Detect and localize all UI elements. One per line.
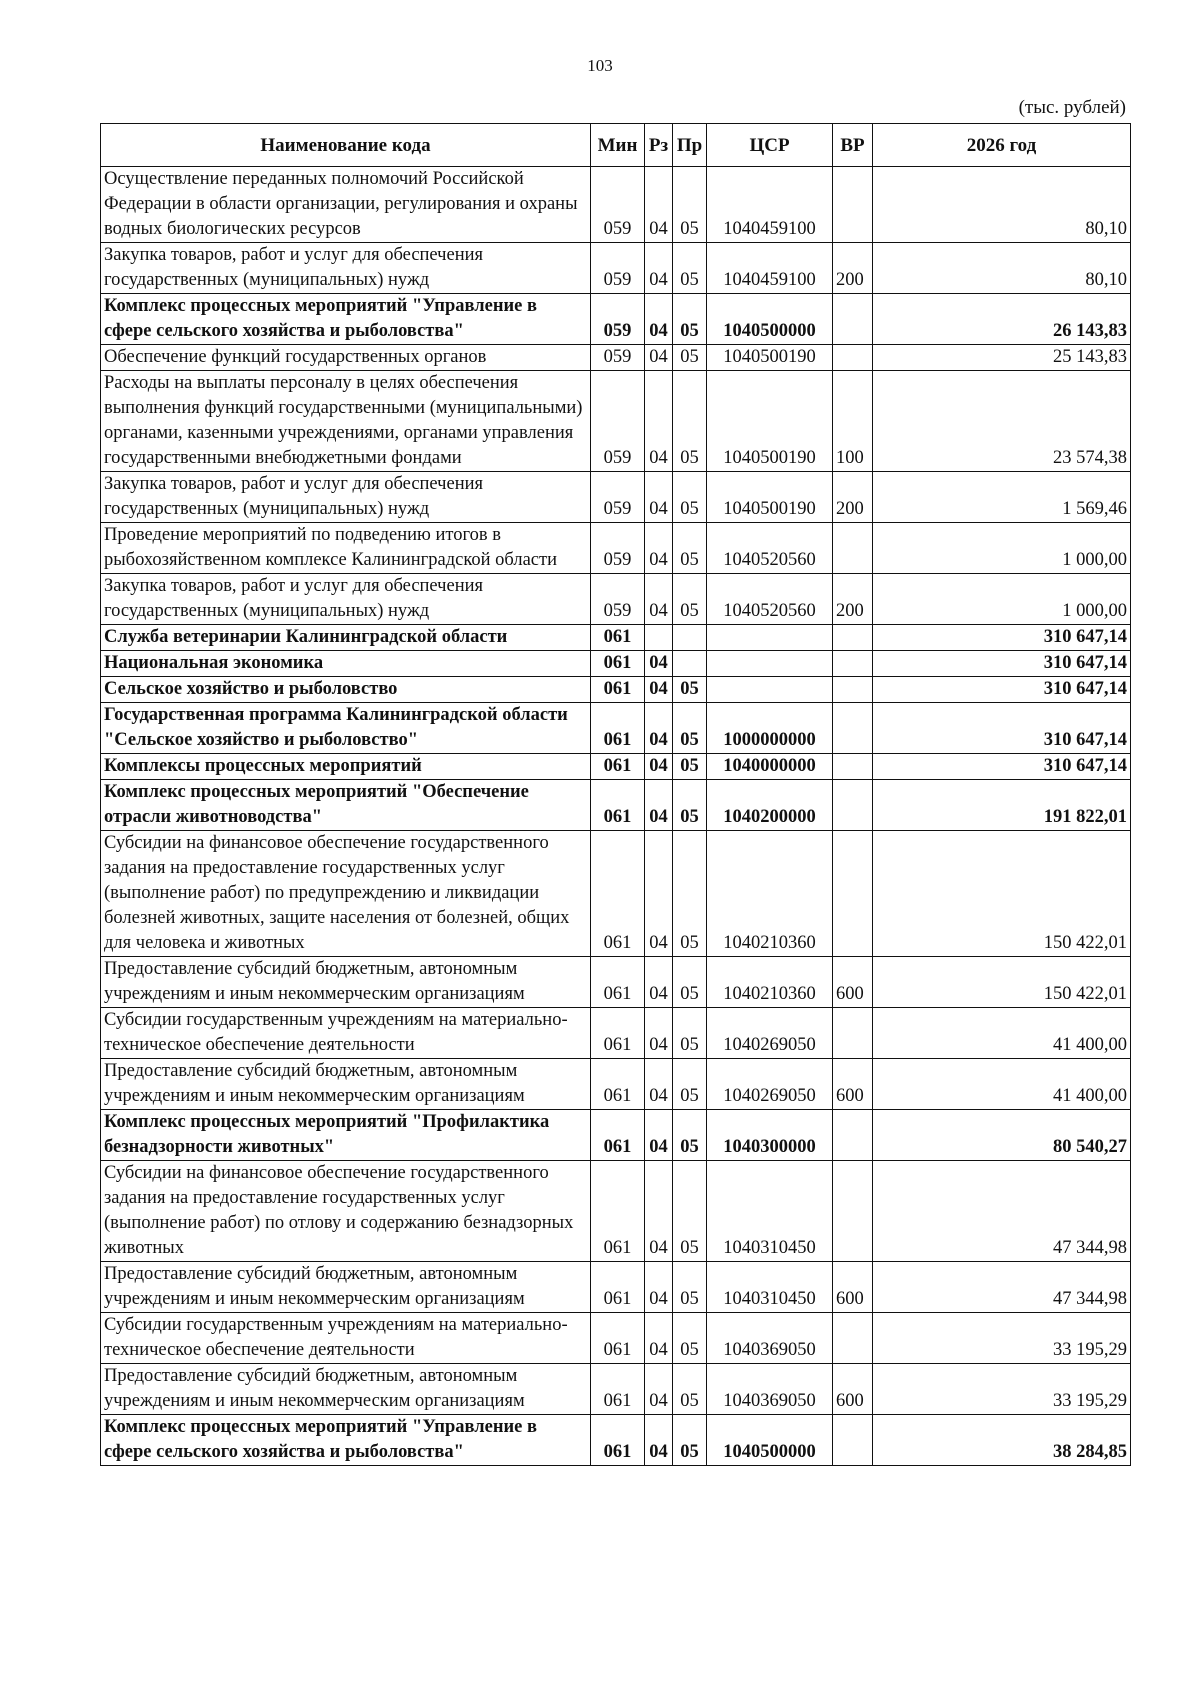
cell-pr bbox=[673, 651, 707, 677]
cell-amount: 25 143,83 bbox=[873, 345, 1131, 371]
cell-amount: 310 647,14 bbox=[873, 754, 1131, 780]
cell-pr: 05 bbox=[673, 243, 707, 294]
cell-amount: 41 400,00 bbox=[873, 1059, 1131, 1110]
cell-amount: 310 647,14 bbox=[873, 625, 1131, 651]
cell-csr: 1040500000 bbox=[707, 1415, 833, 1466]
table-row bbox=[101, 651, 1131, 677]
cell-vr: 600 bbox=[833, 957, 873, 1008]
cell-csr: 1040310450 bbox=[707, 1161, 833, 1262]
table-body bbox=[101, 167, 1131, 1466]
cell-csr: 1040369050 bbox=[707, 1313, 833, 1364]
cell-rz: 04 bbox=[645, 831, 673, 957]
cell-pr: 05 bbox=[673, 345, 707, 371]
cell-min: 061 bbox=[591, 957, 645, 1008]
cell-rz: 04 bbox=[645, 957, 673, 1008]
cell-name: Государственная программа Калининградской области "Сельское хозяйство и рыболовство" bbox=[101, 703, 591, 754]
cell-csr: 1040500000 bbox=[707, 294, 833, 345]
cell-csr: 1040269050 bbox=[707, 1059, 833, 1110]
cell-min: 061 bbox=[591, 1364, 645, 1415]
cell-csr bbox=[707, 651, 833, 677]
cell-rz: 04 bbox=[645, 345, 673, 371]
cell-amount: 33 195,29 bbox=[873, 1313, 1131, 1364]
cell-name: Предоставление субсидий бюджетным, автономным учреждениям и иным некоммерческим организациям bbox=[101, 1059, 591, 1110]
cell-name: Комплексы процессных мероприятий bbox=[101, 754, 591, 780]
header-rz: Рз bbox=[645, 124, 673, 167]
cell-pr: 05 bbox=[673, 780, 707, 831]
cell-vr bbox=[833, 1313, 873, 1364]
table-row bbox=[101, 1364, 1131, 1415]
cell-amount: 310 647,14 bbox=[873, 703, 1131, 754]
cell-csr: 1040459100 bbox=[707, 243, 833, 294]
table-row bbox=[101, 294, 1131, 345]
cell-pr: 05 bbox=[673, 523, 707, 574]
cell-min: 059 bbox=[591, 472, 645, 523]
table-row bbox=[101, 1313, 1131, 1364]
cell-pr: 05 bbox=[673, 1161, 707, 1262]
header-year: 2026 год bbox=[873, 124, 1131, 167]
cell-min: 061 bbox=[591, 1008, 645, 1059]
cell-vr bbox=[833, 345, 873, 371]
table-header-row bbox=[101, 124, 1131, 167]
cell-name: Предоставление субсидий бюджетным, автономным учреждениям и иным некоммерческим организациям bbox=[101, 1262, 591, 1313]
table-row bbox=[101, 472, 1131, 523]
cell-pr: 05 bbox=[673, 167, 707, 243]
cell-amount: 1 000,00 bbox=[873, 523, 1131, 574]
table-row bbox=[101, 1415, 1131, 1466]
page-number: 103 bbox=[587, 56, 613, 75]
cell-rz: 04 bbox=[645, 1364, 673, 1415]
table-row bbox=[101, 371, 1131, 472]
cell-rz: 04 bbox=[645, 167, 673, 243]
cell-name: Предоставление субсидий бюджетным, автономным учреждениям и иным некоммерческим организациям bbox=[101, 957, 591, 1008]
cell-min: 061 bbox=[591, 1161, 645, 1262]
cell-csr: 1040520560 bbox=[707, 574, 833, 625]
cell-pr: 05 bbox=[673, 472, 707, 523]
cell-vr bbox=[833, 625, 873, 651]
header-vr: ВР bbox=[833, 124, 873, 167]
cell-min: 061 bbox=[591, 1415, 645, 1466]
table-row bbox=[101, 831, 1131, 957]
cell-pr: 05 bbox=[673, 831, 707, 957]
cell-rz: 04 bbox=[645, 1313, 673, 1364]
cell-csr bbox=[707, 677, 833, 703]
table-row bbox=[101, 574, 1131, 625]
cell-min: 061 bbox=[591, 1313, 645, 1364]
cell-csr: 1040300000 bbox=[707, 1110, 833, 1161]
cell-amount: 80,10 bbox=[873, 243, 1131, 294]
cell-name: Осуществление переданных полномочий Российской Федерации в области организации, регулирования и охраны водных биологических ресурсов bbox=[101, 167, 591, 243]
cell-name: Комплекс процессных мероприятий "Профилактика безнадзорности животных" bbox=[101, 1110, 591, 1161]
cell-name: Предоставление субсидий бюджетным, автономным учреждениям и иным некоммерческим организациям bbox=[101, 1364, 591, 1415]
cell-csr: 1040210360 bbox=[707, 831, 833, 957]
cell-amount: 80,10 bbox=[873, 167, 1131, 243]
cell-vr bbox=[833, 703, 873, 754]
cell-name: Закупка товаров, работ и услуг для обеспечения государственных (муниципальных) нужд bbox=[101, 472, 591, 523]
cell-amount: 310 647,14 bbox=[873, 677, 1131, 703]
table-row bbox=[101, 957, 1131, 1008]
cell-name: Субсидии государственным учреждениям на материально-техническое обеспечение деятельности bbox=[101, 1313, 591, 1364]
cell-rz: 04 bbox=[645, 371, 673, 472]
cell-pr: 05 bbox=[673, 1415, 707, 1466]
cell-amount: 23 574,38 bbox=[873, 371, 1131, 472]
cell-csr: 1000000000 bbox=[707, 703, 833, 754]
table-row bbox=[101, 167, 1131, 243]
cell-min: 059 bbox=[591, 294, 645, 345]
cell-vr bbox=[833, 523, 873, 574]
cell-csr: 1040200000 bbox=[707, 780, 833, 831]
table-row bbox=[101, 1110, 1131, 1161]
cell-csr bbox=[707, 625, 833, 651]
cell-vr bbox=[833, 1415, 873, 1466]
cell-rz: 04 bbox=[645, 1008, 673, 1059]
cell-vr bbox=[833, 677, 873, 703]
table-row bbox=[101, 1262, 1131, 1313]
cell-csr: 1040369050 bbox=[707, 1364, 833, 1415]
table-row bbox=[101, 677, 1131, 703]
cell-min: 061 bbox=[591, 651, 645, 677]
cell-csr: 1040310450 bbox=[707, 1262, 833, 1313]
cell-vr: 200 bbox=[833, 574, 873, 625]
cell-pr: 05 bbox=[673, 754, 707, 780]
cell-min: 059 bbox=[591, 345, 645, 371]
cell-amount: 41 400,00 bbox=[873, 1008, 1131, 1059]
cell-name: Субсидии на финансовое обеспечение государственного задания на предоставление государственных услуг (выполнение работ) по отлову и содержанию безнадзорных животных bbox=[101, 1161, 591, 1262]
cell-pr: 05 bbox=[673, 294, 707, 345]
cell-csr: 1040000000 bbox=[707, 754, 833, 780]
table-row bbox=[101, 523, 1131, 574]
cell-rz: 04 bbox=[645, 1161, 673, 1262]
cell-rz: 04 bbox=[645, 1415, 673, 1466]
table-row bbox=[101, 1161, 1131, 1262]
table-row bbox=[101, 754, 1131, 780]
cell-rz: 04 bbox=[645, 294, 673, 345]
cell-pr: 05 bbox=[673, 703, 707, 754]
cell-vr: 200 bbox=[833, 243, 873, 294]
cell-csr: 1040520560 bbox=[707, 523, 833, 574]
cell-name: Комплекс процессных мероприятий "Управление в сфере сельского хозяйства и рыболовства" bbox=[101, 1415, 591, 1466]
cell-vr bbox=[833, 831, 873, 957]
cell-rz: 04 bbox=[645, 703, 673, 754]
cell-name: Национальная экономика bbox=[101, 651, 591, 677]
cell-pr bbox=[673, 625, 707, 651]
cell-vr: 100 bbox=[833, 371, 873, 472]
cell-rz: 04 bbox=[645, 1059, 673, 1110]
table-row bbox=[101, 625, 1131, 651]
budget-table bbox=[100, 123, 1131, 1466]
cell-min: 061 bbox=[591, 1262, 645, 1313]
cell-csr: 1040500190 bbox=[707, 345, 833, 371]
cell-amount: 310 647,14 bbox=[873, 651, 1131, 677]
header-min: Мин bbox=[591, 124, 645, 167]
cell-min: 061 bbox=[591, 780, 645, 831]
table-row bbox=[101, 345, 1131, 371]
table-row bbox=[101, 780, 1131, 831]
cell-rz: 04 bbox=[645, 780, 673, 831]
cell-pr: 05 bbox=[673, 1110, 707, 1161]
cell-rz: 04 bbox=[645, 754, 673, 780]
cell-vr: 600 bbox=[833, 1364, 873, 1415]
cell-pr: 05 bbox=[673, 574, 707, 625]
cell-name: Закупка товаров, работ и услуг для обеспечения государственных (муниципальных) нужд bbox=[101, 574, 591, 625]
cell-vr bbox=[833, 780, 873, 831]
cell-amount: 1 000,00 bbox=[873, 574, 1131, 625]
cell-amount: 33 195,29 bbox=[873, 1364, 1131, 1415]
cell-name: Обеспечение функций государственных органов bbox=[101, 345, 591, 371]
cell-name: Субсидии государственным учреждениям на материально-техническое обеспечение деятельности bbox=[101, 1008, 591, 1059]
cell-min: 061 bbox=[591, 625, 645, 651]
cell-amount: 80 540,27 bbox=[873, 1110, 1131, 1161]
cell-pr: 05 bbox=[673, 1008, 707, 1059]
cell-pr: 05 bbox=[673, 1262, 707, 1313]
cell-vr bbox=[833, 294, 873, 345]
cell-rz: 04 bbox=[645, 243, 673, 294]
cell-min: 061 bbox=[591, 754, 645, 780]
header-csr: ЦСР bbox=[707, 124, 833, 167]
cell-amount: 150 422,01 bbox=[873, 957, 1131, 1008]
table-row bbox=[101, 243, 1131, 294]
table-row bbox=[101, 1059, 1131, 1110]
cell-amount: 47 344,98 bbox=[873, 1161, 1131, 1262]
cell-name: Проведение мероприятий по подведению итогов в рыбохозяйственном комплексе Калининградской области bbox=[101, 523, 591, 574]
cell-csr: 1040210360 bbox=[707, 957, 833, 1008]
cell-rz: 04 bbox=[645, 523, 673, 574]
units-label: (тыс. рублей) bbox=[1018, 97, 1126, 118]
cell-name: Служба ветеринарии Калининградской области bbox=[101, 625, 591, 651]
cell-name: Расходы на выплаты персоналу в целях обеспечения выполнения функций государственными (муниципальными) органами, казенными учреждениями, органами управления государственными внебюджетными фондами bbox=[101, 371, 591, 472]
cell-min: 061 bbox=[591, 677, 645, 703]
header-name: Наименование кода bbox=[101, 124, 591, 167]
cell-pr: 05 bbox=[673, 1364, 707, 1415]
cell-pr: 05 bbox=[673, 1059, 707, 1110]
cell-vr: 200 bbox=[833, 472, 873, 523]
cell-rz: 04 bbox=[645, 651, 673, 677]
cell-vr bbox=[833, 1110, 873, 1161]
cell-min: 059 bbox=[591, 574, 645, 625]
cell-name: Субсидии на финансовое обеспечение государственного задания на предоставление государственных услуг (выполнение работ) по предупреждению и ликвидации болезней животных, защите населения от болезней, общих для человека и животных bbox=[101, 831, 591, 957]
cell-vr bbox=[833, 1161, 873, 1262]
cell-vr bbox=[833, 754, 873, 780]
cell-csr: 1040500190 bbox=[707, 371, 833, 472]
cell-amount: 47 344,98 bbox=[873, 1262, 1131, 1313]
cell-pr: 05 bbox=[673, 677, 707, 703]
cell-min: 059 bbox=[591, 523, 645, 574]
table-row bbox=[101, 1008, 1131, 1059]
cell-name: Сельское хозяйство и рыболовство bbox=[101, 677, 591, 703]
cell-vr bbox=[833, 167, 873, 243]
cell-vr: 600 bbox=[833, 1262, 873, 1313]
cell-csr: 1040500190 bbox=[707, 472, 833, 523]
cell-pr: 05 bbox=[673, 1313, 707, 1364]
cell-min: 061 bbox=[591, 831, 645, 957]
cell-amount: 191 822,01 bbox=[873, 780, 1131, 831]
cell-amount: 38 284,85 bbox=[873, 1415, 1131, 1466]
cell-name: Комплекс процессных мероприятий "Обеспечение отрасли животноводства" bbox=[101, 780, 591, 831]
cell-min: 059 bbox=[591, 167, 645, 243]
cell-csr: 1040459100 bbox=[707, 167, 833, 243]
cell-rz: 04 bbox=[645, 574, 673, 625]
cell-name: Закупка товаров, работ и услуг для обеспечения государственных (муниципальных) нужд bbox=[101, 243, 591, 294]
cell-rz: 04 bbox=[645, 1110, 673, 1161]
cell-min: 059 bbox=[591, 371, 645, 472]
cell-amount: 1 569,46 bbox=[873, 472, 1131, 523]
cell-vr bbox=[833, 1008, 873, 1059]
cell-vr bbox=[833, 651, 873, 677]
cell-pr: 05 bbox=[673, 957, 707, 1008]
cell-csr: 1040269050 bbox=[707, 1008, 833, 1059]
cell-amount: 150 422,01 bbox=[873, 831, 1131, 957]
cell-rz: 04 bbox=[645, 677, 673, 703]
header-pr: Пр bbox=[673, 124, 707, 167]
cell-amount: 26 143,83 bbox=[873, 294, 1131, 345]
cell-vr: 600 bbox=[833, 1059, 873, 1110]
cell-name: Комплекс процессных мероприятий "Управление в сфере сельского хозяйства и рыболовства" bbox=[101, 294, 591, 345]
cell-min: 061 bbox=[591, 703, 645, 754]
cell-rz bbox=[645, 625, 673, 651]
cell-rz: 04 bbox=[645, 472, 673, 523]
cell-min: 059 bbox=[591, 243, 645, 294]
cell-min: 061 bbox=[591, 1110, 645, 1161]
cell-pr: 05 bbox=[673, 371, 707, 472]
table-row bbox=[101, 703, 1131, 754]
cell-rz: 04 bbox=[645, 1262, 673, 1313]
cell-min: 061 bbox=[591, 1059, 645, 1110]
